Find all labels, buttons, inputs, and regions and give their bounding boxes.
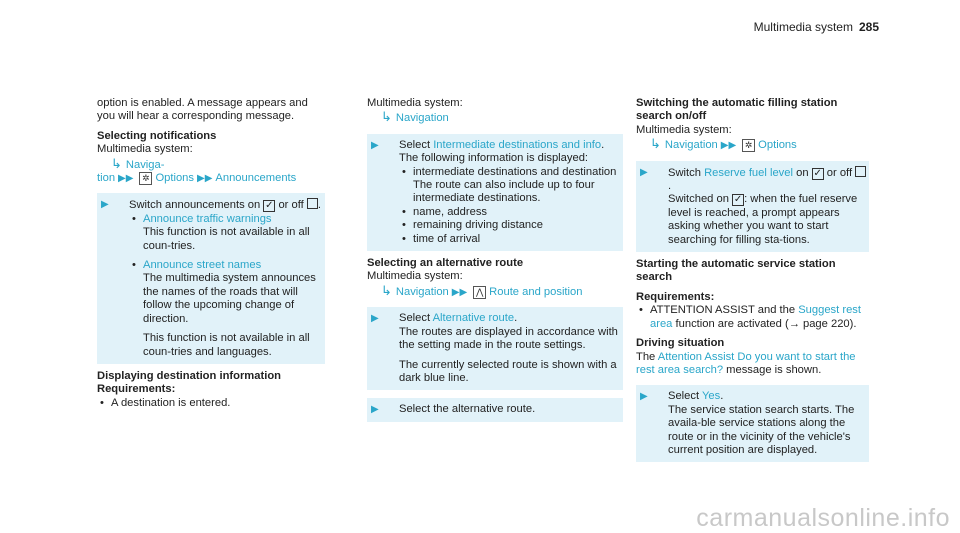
route-icon: ⋀ bbox=[473, 286, 486, 299]
step-arrow-icon: ▶ bbox=[640, 166, 648, 178]
heading-notifications: Selecting notifications bbox=[97, 129, 217, 142]
step-block bbox=[367, 307, 623, 390]
nav-link-a[interactable]: Naviga- bbox=[125, 158, 165, 171]
heading-driving: Driving situation bbox=[636, 337, 725, 350]
checkbox-on-icon: ✓ bbox=[733, 194, 743, 206]
path-arrow-icon: ↳ bbox=[111, 155, 122, 171]
heading-display: Displaying destination information bbox=[97, 369, 281, 382]
step-arrow-icon: ▶ bbox=[371, 313, 379, 325]
bullet-text: This function is not available in all coun-tries. bbox=[143, 226, 310, 252]
double-chevron-icon: ▶▶ bbox=[197, 173, 213, 185]
step-arrow-icon: ▶ bbox=[640, 391, 648, 403]
options-link[interactable]: Options bbox=[758, 139, 797, 152]
assist-message: Attention Assist Do you want to start the rest area search? bbox=[636, 350, 856, 376]
watermark: carmanualsonline.info bbox=[696, 503, 950, 532]
gear-icon: ✲ bbox=[139, 172, 152, 185]
alt-route-link[interactable]: Alternative route bbox=[432, 312, 515, 325]
step-block bbox=[636, 385, 869, 462]
intro-text: option is enabled. A message appears and you will hear a corresponding message. bbox=[97, 97, 308, 123]
path-arrow-icon: ↳ bbox=[381, 282, 392, 298]
checkbox-off-icon bbox=[855, 166, 866, 177]
options-link[interactable]: Options bbox=[155, 172, 194, 185]
requirements-label: Requirements: bbox=[97, 383, 176, 396]
ms-label: Multimedia system: bbox=[367, 97, 463, 109]
list-item: • remaining driving distance bbox=[399, 219, 623, 232]
ms-label: Multimedia system: bbox=[636, 123, 732, 136]
requirements-label: Requirements: bbox=[636, 290, 715, 303]
nav-path bbox=[97, 157, 325, 172]
switch-announcements: Switch announcements on ✓ or off . bbox=[129, 199, 321, 212]
step-block bbox=[367, 134, 623, 251]
path-arrow-icon: ↳ bbox=[650, 136, 661, 152]
heading-start: Starting the automatic service station search bbox=[636, 258, 836, 284]
step-arrow-icon: ▶ bbox=[371, 404, 379, 416]
service-text: The service station search starts. The availa-ble service stations along the route or in the vicinity of the vehicle's current position are displayed. bbox=[668, 403, 855, 456]
yes-link[interactable]: Yes bbox=[702, 390, 721, 403]
nav-path bbox=[367, 110, 623, 125]
list-item: • ATTENTION ASSIST and the Suggest rest area function are activated (→ page 220). bbox=[636, 304, 869, 331]
current-text: The currently selected route is shown with a dark blue line. bbox=[399, 358, 617, 384]
double-chevron-icon: ▶▶ bbox=[451, 286, 468, 298]
route-position-link[interactable]: Route and position bbox=[489, 285, 583, 298]
switched-text: Switched on ✓ : when the fuel reserve level is reached, a prompt appears asking whether you want to start searching for filling sta-tions. bbox=[668, 193, 858, 246]
step-arrow-icon: ▶ bbox=[371, 139, 379, 151]
step-arrow-icon: ▶ bbox=[101, 199, 109, 211]
page-header bbox=[754, 21, 879, 34]
switch-reserve: Switch Reserve fuel level on ✓ or off . bbox=[668, 166, 869, 194]
select-intermediate: Select Intermediate destinations and info. bbox=[399, 138, 605, 151]
nav-path bbox=[367, 284, 623, 299]
bullet-text: The route can also include up to four intermediate destinations. bbox=[413, 179, 595, 205]
list-item: • time of arrival bbox=[399, 233, 623, 246]
header-title: Multimedia system bbox=[753, 20, 853, 34]
checkbox-on-icon: ✓ bbox=[265, 200, 274, 212]
heading-switch: Switching the automatic filling station search on/off bbox=[636, 97, 838, 123]
list-item: • Announce traffic warnings bbox=[129, 213, 325, 226]
gear-icon: ✲ bbox=[742, 139, 755, 152]
path-arrow-icon: ↳ bbox=[381, 109, 392, 125]
step-block bbox=[367, 398, 623, 421]
intermediate-link[interactable]: Intermediate destinations and info bbox=[433, 138, 602, 151]
step-block bbox=[636, 161, 869, 252]
list-item: • name, address bbox=[399, 206, 623, 219]
bullet-text: The multimedia system announces the names of the roads that will follow the upcoming change of direction. bbox=[143, 272, 316, 325]
bullet-text: This function is not available in all coun-tries and languages. bbox=[143, 332, 310, 358]
page-number: 285 bbox=[858, 20, 879, 34]
navigation-link[interactable]: Navigation bbox=[395, 285, 449, 298]
driving-text: The Attention Assist Do you want to start the rest area search? message is shown. bbox=[636, 350, 856, 376]
step-block bbox=[97, 193, 325, 363]
checkbox-on-icon: ✓ bbox=[813, 167, 822, 179]
column-2 bbox=[367, 97, 623, 422]
list-item: • Announce street names bbox=[129, 259, 325, 272]
reserve-link[interactable]: Reserve fuel level bbox=[704, 166, 793, 179]
nav-path bbox=[636, 137, 869, 152]
list-item: • A destination is entered. bbox=[97, 397, 325, 410]
navigation-link[interactable]: Navigation bbox=[664, 139, 718, 152]
double-chevron-icon: ▶▶ bbox=[118, 173, 134, 185]
column-1 bbox=[97, 97, 325, 410]
suggest-link[interactable]: Suggest rest area bbox=[650, 304, 861, 330]
ms-label: Multimedia system: bbox=[367, 270, 463, 283]
following-text: The following information is displayed: bbox=[399, 152, 589, 165]
heading-alternative: Selecting an alternative route bbox=[367, 257, 524, 270]
column-3 bbox=[636, 97, 869, 462]
nav-path-2 bbox=[97, 172, 325, 185]
double-chevron-icon: ▶▶ bbox=[720, 140, 737, 152]
ms-label: Multimedia system: bbox=[97, 143, 193, 156]
announcements-link[interactable]: Announcements bbox=[215, 172, 297, 185]
nav-link-b[interactable]: tion bbox=[97, 172, 116, 185]
list-item: • intermediate destinations and destination bbox=[399, 166, 623, 179]
select-yes: Select Yes. bbox=[668, 390, 724, 403]
select-alt-text: Select the alternative route. bbox=[399, 403, 536, 416]
checkbox-off-icon bbox=[307, 198, 318, 209]
navigation-link[interactable]: Navigation bbox=[395, 112, 449, 125]
routes-text: The routes are displayed in accordance with the setting made in the route settings. bbox=[399, 325, 618, 352]
select-alt: Select Alternative route. bbox=[399, 312, 518, 325]
